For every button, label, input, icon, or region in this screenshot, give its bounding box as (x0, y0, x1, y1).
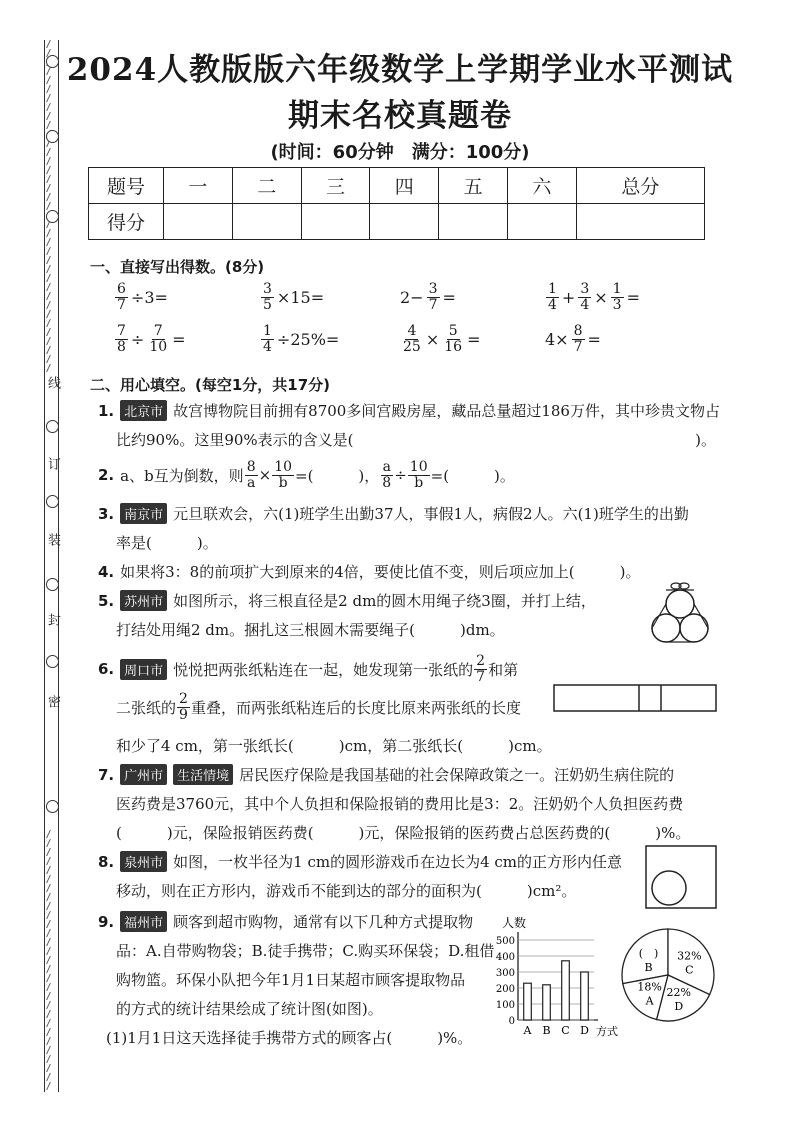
fraction: $\frac{3}{4}$ (580, 281, 590, 313)
binding-dash (46, 1046, 57, 1054)
question-6: 6. 周口市 悦悦把两张纸粘连在一起，她发现第一张纸的 2 7 和第 (98, 653, 519, 685)
binding-dash (46, 1028, 57, 1036)
section2-title: 二、用心填空。(每空1分，共17分) (90, 376, 331, 394)
exam-subtitle: 期末名校真题卷 (288, 98, 512, 134)
score-cell: 总分 (576, 168, 704, 204)
fraction: $\frac{3}{5}$ (263, 281, 272, 313)
score-table (88, 167, 705, 240)
bar-chart-ytick: 400 (495, 952, 515, 963)
calc-item: 4× $\frac{8}{7}$ = (545, 323, 601, 355)
binding-dash (46, 893, 57, 901)
binding-dash (46, 1055, 57, 1063)
binding-label: 封 (45, 613, 60, 626)
binding-dash (46, 1001, 57, 1009)
question-9: 9. 福州市 顾客到超市购物，通常有以下几种方式提取物 (98, 912, 474, 931)
binding-dash (46, 911, 57, 919)
question-3-line2: 率是( )。 (116, 534, 218, 552)
binding-dash (46, 193, 57, 201)
region-tag: 泉州市 (120, 851, 167, 872)
pie-slice-label: C (685, 963, 694, 977)
binding-dash (46, 1064, 57, 1072)
binding-dash (46, 992, 57, 1000)
binding-dash (46, 902, 57, 910)
binding-dash (46, 866, 57, 874)
fraction: $\frac{5}{16}$ (444, 323, 463, 355)
binding-label: 订 (45, 457, 60, 470)
binding-dash (46, 355, 57, 363)
calc-item: $\frac{3}{5}$ ×15= (263, 281, 325, 313)
fraction: $\frac{8}{7}$ (573, 323, 583, 355)
binding-dash (46, 292, 57, 300)
binding-dash (46, 1082, 57, 1090)
binding-dash (46, 301, 57, 309)
region-tag: 南京市 (120, 503, 167, 524)
bar-chart-ytick: 100 (495, 1000, 515, 1011)
question-7-line2: 医药费是3760元，其中个人负担和保险报销的费用比是3：2。汪奶奶个人负担医药费 (116, 795, 684, 813)
binding-dash (46, 857, 57, 865)
score-input-cell[interactable] (301, 204, 370, 240)
question-6-line3: 和少了4 cm，第一张纸长( )cm，第二张纸长( )cm。 (116, 737, 552, 755)
binding-dash (46, 166, 57, 174)
fraction: $\frac{1}{4}$ (263, 323, 272, 355)
score-input-cell[interactable] (232, 204, 301, 240)
bar-chart-bar (543, 985, 551, 1020)
binding-dash (46, 965, 57, 973)
binding-hole (46, 420, 59, 433)
question-6-line2: 二张纸的 2 9 重叠，而两张纸粘连后的长度比原来两张纸的长度 (116, 691, 521, 723)
bar-chart-ytick: 300 (495, 968, 515, 979)
score-input-cell[interactable] (507, 204, 576, 240)
fraction: $\frac{6}{7}$ (117, 281, 126, 313)
score-cell: 四 (370, 168, 439, 204)
binding-dash (46, 175, 57, 183)
pie-slice-label: D (674, 999, 684, 1013)
binding-dash (46, 1037, 57, 1045)
region-tag: 福州市 (120, 911, 167, 932)
fraction: $\frac{a}{8}$ (382, 459, 392, 491)
square-coin-figure (645, 845, 717, 909)
bar-chart-xtick: A (523, 1024, 532, 1037)
fraction: $\frac{3}{7}$ (428, 281, 438, 313)
calc-item: $\frac{6}{7}$ ÷3= (117, 281, 168, 313)
binding-dash (46, 884, 57, 892)
binding-hole (46, 578, 59, 591)
question-5-line2: 打结处用绳2 dm。捆扎这三根圆木需要绳子( )dm。 (116, 621, 505, 639)
region-tag: 广州市 (120, 764, 167, 785)
score-cell: 一 (164, 168, 233, 204)
fraction: 2 7 (476, 653, 486, 685)
binding-dash (46, 364, 57, 372)
score-cell: 六 (507, 168, 576, 204)
binding-dash (46, 238, 57, 246)
binding-label: 装 (45, 533, 60, 546)
bar-chart-xtick: C (561, 1024, 570, 1037)
question-8-line2: 移动，则在正方形内，游戏币不能到达的部分的面积为( )cm²。 (116, 882, 577, 900)
score-table-header-row (89, 168, 705, 204)
question-1-line2: 比约90%。这里90%表示的含义是( )。 (116, 431, 716, 449)
binding-dash (46, 202, 57, 210)
pie-slice-pct: 32% (677, 949, 702, 963)
binding-dash (46, 956, 57, 964)
score-table-score-row (89, 204, 705, 240)
fraction: $\frac{8}{a}$ (246, 459, 256, 491)
pie-chart (618, 920, 718, 1030)
bar-chart-xtick: D (580, 1024, 589, 1037)
binding-dash (46, 974, 57, 982)
score-cell: 二 (232, 168, 301, 204)
bar-chart-bar (581, 972, 589, 1020)
binding-dash (46, 983, 57, 991)
section1-title: 一、直接写出得数。(8分) (90, 258, 265, 276)
binding-dash (46, 328, 57, 336)
binding-dash (46, 830, 57, 838)
binding-hole (46, 800, 59, 813)
context-tag: 生活情境 (173, 764, 233, 785)
exam-title: 2024人教版版六年级数学上学期学业水平测试 (66, 52, 734, 88)
question-4: 4. 如果将3：8的前项扩大到原来的4倍，要使比值不变，则后项应加上( )。 (98, 562, 641, 581)
question-7: 7. 广州市 生活情境 居民医疗保险是我国基础的社会保障政策之一。汪奶奶生病住院的 (98, 765, 675, 784)
binding-dash (46, 346, 57, 354)
question-9-line2: 品：A.自带购物袋；B.徒手携带；C.购买环保袋；D.租借 (116, 942, 495, 960)
calc-item: $\frac{4}{25}$ × $\frac{5}{16}$ = (403, 323, 481, 355)
fraction: 1 4 (548, 281, 557, 313)
binding-hole (46, 210, 59, 223)
question-2: 2. a、b互为倒数，则 $\frac{8}{a}$ × $\frac{10}{b}$ =( )， $\frac{a}{8}$ ÷ $\frac{10}{b}$ =( )。 (98, 459, 515, 491)
pie-slice-label: A (645, 994, 654, 1008)
binding-dash (46, 938, 57, 946)
binding-dash (46, 265, 57, 273)
region-tag: 周口市 (120, 659, 167, 680)
question-5: 5. 苏州市 如图所示，将三根直径是2 dm的圆木用绳子绕3圈，并打上结， (98, 591, 596, 610)
fraction: $\frac{1}{3}$ (612, 281, 622, 313)
bar-chart-ytick: 200 (495, 984, 515, 995)
fraction: $\frac{7}{10}$ (149, 323, 168, 355)
binding-rule (44, 40, 45, 1092)
question-3: 3. 南京市 元旦联欢会，六(1)班学生出勤37人，事假1人，病假2人。六(1)班学生的出勤 (98, 504, 689, 523)
binding-label: 密 (45, 695, 60, 708)
score-cell: 题号 (89, 168, 164, 204)
question-7-line3: ( )元，保险报销医药费( )元，保险报销的医药费占总医药费的( )%。 (116, 824, 691, 842)
score-input-cell[interactable] (439, 204, 508, 240)
question-9-line3: 购物篮。环保小队把今年1月1日某超市顾客提取物品 (116, 971, 466, 989)
score-input-cell[interactable] (576, 204, 704, 240)
binding-dash (46, 274, 57, 282)
pie-slice-label: B (644, 960, 653, 974)
three-logs-figure (645, 578, 715, 648)
binding-dash (46, 875, 57, 883)
score-cell: 三 (301, 168, 370, 204)
question-9-line4: 的方式的统计结果绘成了统计图(如图)。 (116, 1000, 383, 1018)
question-9-sub1: (1)1月1日这天选择徒手携带方式的顾客占( )%。 (106, 1029, 473, 1047)
binding-dash (46, 283, 57, 291)
binding-hole (46, 495, 59, 508)
fraction: $\frac{10}{b}$ (409, 459, 428, 491)
binding-margin (0, 0, 60, 1132)
binding-dash (46, 310, 57, 318)
question-1: 1. 北京市 故宫博物院目前拥有8700多间宫殿房屋，藏品总量超过186万件，其中珍贵文物占 (98, 401, 720, 420)
binding-dash (46, 1010, 57, 1018)
binding-dash (46, 839, 57, 847)
fraction: 2 9 (179, 691, 188, 723)
binding-dash (46, 247, 57, 255)
bar-chart-xlabel: 方式 (596, 1025, 618, 1038)
calc-item: $\frac{7}{8}$ ÷ $\frac{7}{10}$ = (117, 323, 186, 355)
binding-dash (46, 947, 57, 955)
paper-strips-figure (553, 683, 718, 713)
pie-slice-pct: ( ) (638, 946, 659, 960)
bar-chart-ytick: 0 (508, 1016, 515, 1027)
score-cell: 五 (439, 168, 508, 204)
pie-slice-pct: 22% (666, 985, 691, 999)
fraction: $\frac{4}{25}$ (403, 323, 421, 355)
bar-chart-bar (562, 961, 570, 1020)
pie-slice-pct: 18% (637, 980, 662, 994)
exam-info: (时间：60分钟 满分：100分) (270, 142, 530, 163)
binding-dash (46, 184, 57, 192)
bar-chart-xtick: B (542, 1024, 551, 1037)
fraction: $\frac{10}{b}$ (274, 459, 293, 491)
binding-dash (46, 848, 57, 856)
bar-chart-ylabel: 人数 (502, 916, 527, 930)
bar-chart (488, 915, 626, 1040)
bar-chart-bar (524, 983, 532, 1020)
question-8: 8. 泉州市 如图，一枚半径为1 cm的圆形游戏币在边长为4 cm的正方形内任意 (98, 852, 623, 871)
binding-dash (46, 319, 57, 327)
binding-dash (46, 1073, 57, 1081)
calc-item: 1 4 + $\frac{3}{4}$ × $\frac{1}{3}$ = (548, 281, 640, 313)
region-tag: 北京市 (120, 400, 167, 421)
score-input-cell[interactable] (370, 204, 439, 240)
score-cell: 得分 (89, 204, 164, 240)
score-input-cell[interactable] (164, 204, 233, 240)
binding-dash (46, 229, 57, 237)
binding-dash (46, 929, 57, 937)
binding-label: 线 (45, 376, 60, 389)
binding-rule (58, 40, 59, 1092)
binding-dash (46, 1019, 57, 1027)
region-tag: 苏州市 (120, 590, 167, 611)
calc-item: $\frac{1}{4}$ ÷25%= (263, 323, 340, 355)
bar-chart-ytick: 500 (495, 936, 515, 947)
calc-item: 2− $\frac{3}{7}$ = (400, 281, 456, 313)
binding-dash (46, 256, 57, 264)
binding-dash (46, 337, 57, 345)
fraction: $\frac{7}{8}$ (117, 323, 126, 355)
binding-dash (46, 920, 57, 928)
binding-hole (46, 655, 59, 668)
